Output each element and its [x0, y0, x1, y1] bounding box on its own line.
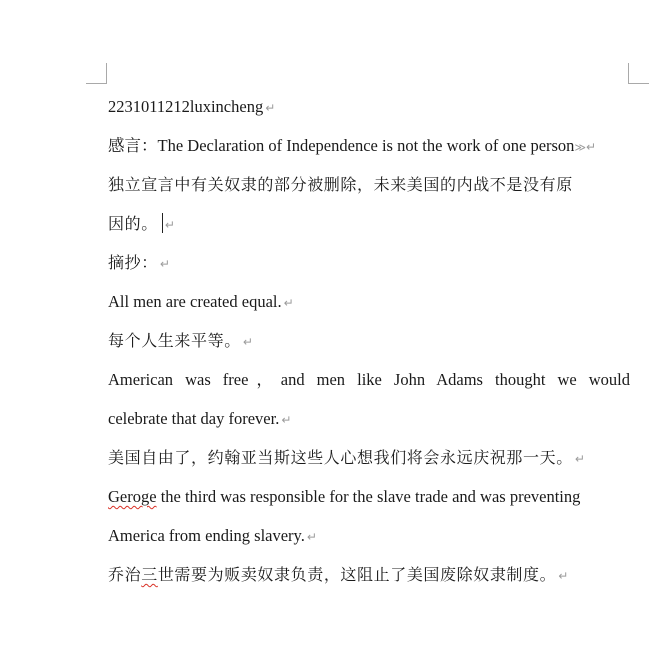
quote-1-text: All men are created equal.	[108, 292, 282, 311]
paragraph-mark-icon: ↵	[242, 335, 253, 349]
paragraph-mark-icon: ↵	[265, 101, 276, 115]
quote-2-text-line-1: American was free，and men like John Adams thought we would	[108, 370, 630, 389]
student-id-text: 2231011212luxincheng	[108, 97, 264, 116]
text-cursor	[162, 213, 163, 233]
section-break-icon: ≫	[574, 141, 584, 154]
quote-3-translation-mid: 世	[157, 565, 175, 584]
paragraph-mark-icon: ↵	[574, 452, 585, 466]
paragraph-reflection-line-1[interactable]	[108, 165, 630, 204]
paragraph-reflection-heading[interactable]	[108, 126, 630, 165]
paragraph-mark-icon: ↵	[306, 530, 317, 544]
paragraph-quote-3-line-2[interactable]	[108, 516, 630, 555]
quote-1-translation-text: 每个人生来平等。	[108, 331, 241, 350]
paragraph-mark-icon: ↵	[283, 296, 294, 310]
paragraph-excerpt-heading[interactable]	[108, 243, 630, 282]
quote-2-translation-text: 美国自由了，约翰亚当斯这些人心想我们将会永远庆祝那一天。	[108, 448, 573, 467]
paragraph-quote-2-line-2[interactable]	[108, 399, 630, 438]
paragraph-quote-2-translation[interactable]	[108, 438, 630, 477]
document-body[interactable]	[108, 87, 630, 594]
quote-3-text-line-2: America from ending slavery.	[108, 526, 305, 545]
misspelled-word[interactable]: 三	[141, 565, 158, 584]
excerpt-heading-text: 摘抄：	[108, 253, 158, 272]
paragraph-reflection-line-2[interactable]	[108, 204, 630, 243]
paragraph-quote-2-line-1[interactable]	[108, 360, 630, 399]
quote-2-text-line-2: celebrate that day forever.	[108, 409, 280, 428]
paragraph-mark-icon: ↵	[281, 413, 292, 427]
paragraph-quote-1[interactable]	[108, 282, 630, 321]
reflection-text: 感言：The Declaration of Independence is not the work of one person	[108, 136, 575, 155]
page-corner-mark-top-left	[86, 63, 107, 84]
paragraph-mark-icon: ↵	[164, 218, 175, 232]
reflection-cjk-text-end: 因的。	[108, 214, 158, 233]
misspelled-word[interactable]: Geroge	[108, 487, 157, 506]
paragraph-mark-icon: ↵	[159, 257, 170, 271]
quote-3-text-line-1: the third was responsible for the slave trade and was preventing	[160, 487, 581, 506]
paragraph-student-id[interactable]	[108, 87, 630, 126]
paragraph-mark-icon: ↵	[558, 569, 569, 583]
paragraph-quote-1-translation[interactable]	[108, 321, 630, 360]
quote-3-translation-end: 需要为贩卖奴隶负责，这阻止了美国废除奴隶制度。	[174, 565, 557, 584]
paragraph-mark-icon: ↵	[585, 140, 597, 154]
quote-3-translation-start: 乔治	[108, 565, 142, 584]
paragraph-quote-3-translation[interactable]	[108, 555, 630, 594]
paragraph-quote-3-line-1[interactable]	[108, 477, 630, 516]
page-corner-mark-top-right	[628, 63, 649, 84]
reflection-cjk-text: 独立宣言中有关奴隶的部分被删除，未来美国的内战不是没有原	[108, 175, 573, 194]
